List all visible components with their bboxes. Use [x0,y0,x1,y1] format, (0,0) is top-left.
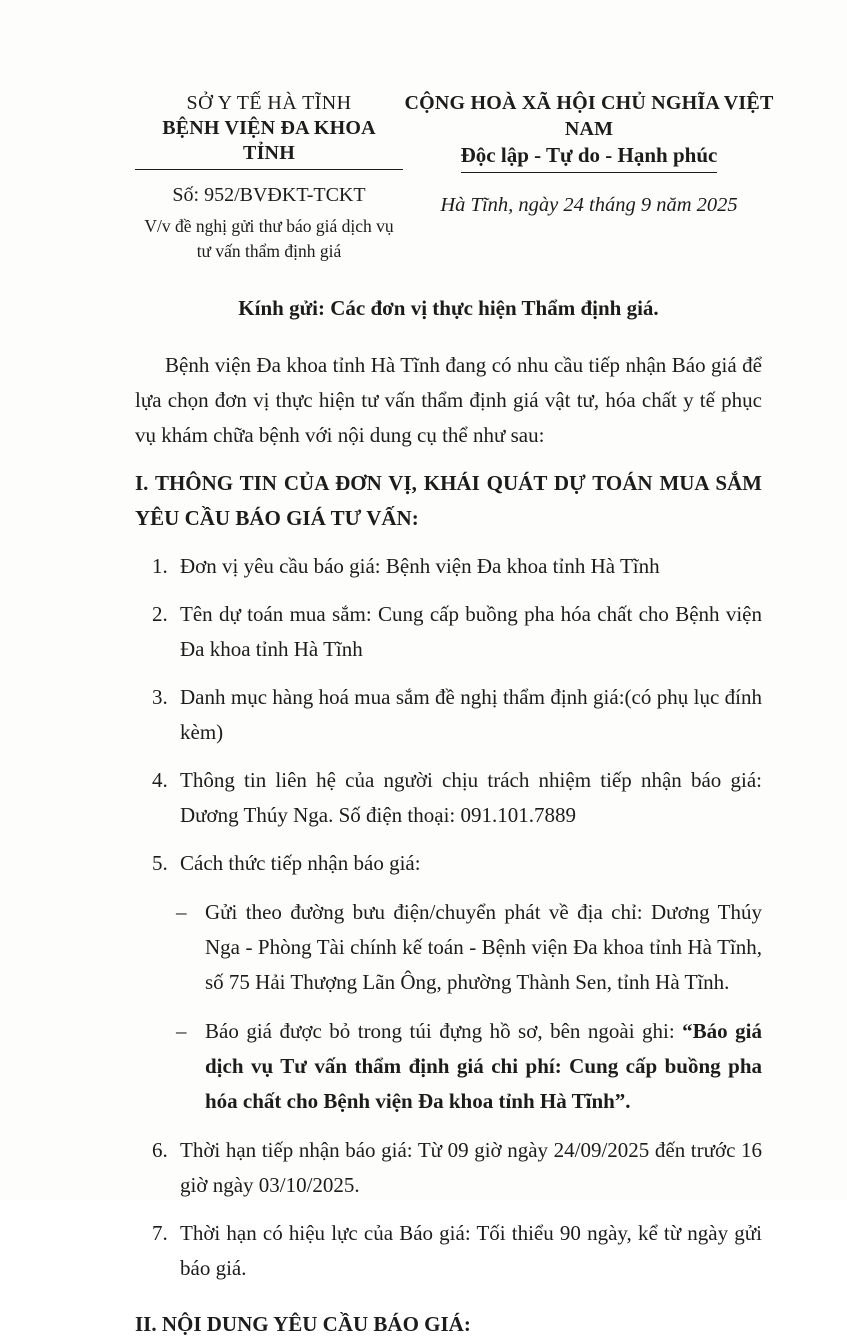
list-item-4-text: Thông tin liên hệ của người chịu trách nhiệm tiếp nhận báo giá: Dương Thúy Nga. Số điện thoại: 091.101.7889 [180,768,762,827]
document-subject: V/v đề nghị gửi thư báo giá dịch vụ tư vấn thẩm định giá [144,216,394,261]
list-item-2-number: 2. [152,602,168,626]
list-item-2 [135,597,762,667]
document-header [135,90,774,264]
list-item-1-number: 1. [152,554,168,578]
list-item-4-number: 4. [152,768,168,792]
bullet-item-2-text-bold: “Báo giá dịch vụ Tư vấn thẩm định giá chi phí: Cung cấp buồng pha hóa chất cho Bệnh viện Đa khoa tỉnh Hà Tĩnh”. [205,1019,762,1113]
document-content [135,90,774,1339]
list-item-3-number: 3. [152,685,168,709]
national-motto: Độc lập - Tự do - Hạnh phúc [461,142,718,173]
issuer-block [135,90,403,264]
bullet-item-1-text: Gửi theo đường bưu điện/chuyển phát về địa chỉ: Dương Thúy Nga - Phòng Tài chính kế toán - Bệnh viện Đa khoa tỉnh Hà Tĩnh, số 75 Hải Thượng Lãn Ông, phường Thành Sen, tỉnh Hà Tĩnh. [205,900,762,994]
list-item-2-text: Tên dự toán mua sắm: Cung cấp buồng pha hóa chất cho Bệnh viện Đa khoa tỉnh Hà Tĩnh [180,602,762,661]
bullet-item-1-dash: – [176,900,187,924]
list-item-5-number: 5. [152,851,168,875]
list-item-5-text: Cách thức tiếp nhận báo giá: [180,851,421,875]
list-item-7-number: 7. [152,1221,168,1245]
list-item-4 [135,763,762,833]
list-item-1 [135,549,762,584]
bullet-item-1 [135,895,762,1000]
list-item-6-text: Thời hạn tiếp nhận báo giá: Từ 09 giờ ngày 24/09/2025 đến trước 16 giờ ngày 03/10/2025. [180,1138,762,1197]
list-item-6-number: 6. [152,1138,168,1162]
place-date-line: Hà Tĩnh, ngày 24 tháng 9 năm 2025 [440,194,738,216]
intro-paragraph: Bệnh viện Đa khoa tỉnh Hà Tĩnh đang có nhu cầu tiếp nhận Báo giá để lựa chọn đơn vị thực hiện tư vấn thẩm định giá vật tư, hóa chất y tế phục vụ khám chữa bệnh với nội dung cụ thể như sau: [135,353,762,447]
list-item-1-text: Đơn vị yêu cầu báo giá: Bệnh viện Đa khoa tỉnh Hà Tĩnh [180,554,660,578]
salutation: Kính gửi: Các đơn vị thực hiện Thẩm định giá. [238,296,659,320]
national-block [403,90,775,217]
national-title: CỘNG HOÀ XÃ HỘI CHỦ NGHĨA VIỆT NAM [404,92,774,140]
issuer-org-name: BỆNH VIỆN ĐA KHOA TỈNH [135,116,403,170]
list-item-7 [135,1216,762,1286]
list-item-3-text: Danh mục hàng hoá mua sắm đề nghị thẩm định giá:(có phụ lục đính kèm) [180,685,762,744]
issuer-parent-org: SỞ Y TẾ HÀ TĨNH [186,92,352,114]
list-item-3 [135,680,762,750]
bullet-item-2-dash: – [176,1019,187,1043]
list-item-6 [135,1133,762,1203]
bullet-item-2-text-prefix: Báo giá được bỏ trong túi đựng hồ sơ, bên ngoài ghi: [205,1019,683,1043]
document-number: Số: 952/BVĐKT-TCKT [172,184,366,206]
list-item-7-text: Thời hạn có hiệu lực của Báo giá: Tối thiểu 90 ngày, kể từ ngày gửi báo giá. [180,1221,762,1280]
list-item-5 [135,846,762,881]
section-1-list [135,549,762,1286]
section-2-title: II. NỘI DUNG YÊU CẦU BÁO GIÁ: [135,1312,471,1336]
section-1-title: I. THÔNG TIN CỦA ĐƠN VỊ, KHÁI QUÁT DỰ TOÁN MUA SẮM YÊU CẦU BÁO GIÁ TƯ VẤN: [135,471,762,530]
bullet-item-2 [135,1014,762,1119]
